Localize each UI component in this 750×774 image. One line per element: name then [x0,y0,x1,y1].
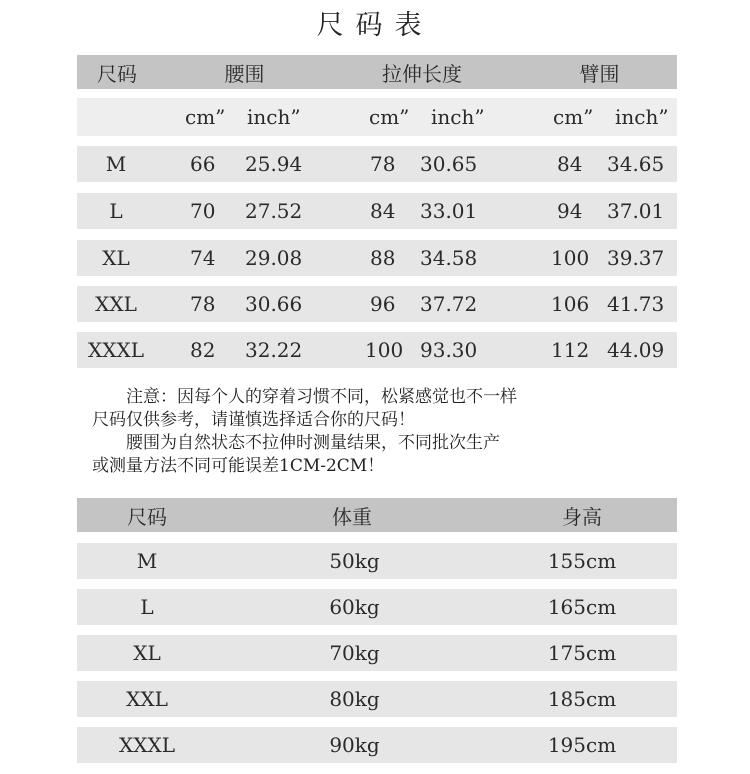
note-line: 腰围为自然状态不拉伸时测量结果，不同批次生产 [92,433,500,453]
table-row [77,193,677,229]
table-row [77,332,677,368]
arm-cm-cell: 106 [551,292,590,316]
unit-label: cm” [553,105,594,129]
header-weight: 体重 [332,504,372,529]
weight-cell: 70kg [329,641,380,665]
table-row [77,146,677,182]
weight-cell: 80kg [329,687,380,711]
header-height: 身高 [562,504,602,529]
arm-cm-cell: 84 [557,152,583,176]
waist-inch-cell: 27.52 [245,199,303,223]
header-waist: 腰围 [224,61,265,86]
height-cell: 195cm [547,733,617,757]
stretch-inch-cell: 30.65 [420,152,478,176]
waist-inch-cell: 32.22 [245,338,303,362]
sizing-note [92,386,692,478]
stretch-inch-cell: 37.72 [420,292,478,316]
table-row [77,589,677,625]
waist-cm-cell: 78 [190,292,216,316]
size-cell: XXXL [119,733,175,757]
table-row [77,543,677,579]
arm-cm-cell: 112 [551,338,590,362]
size-cell: XXL [95,292,137,316]
size-cell: M [105,152,127,176]
height-cell: 185cm [547,687,617,711]
arm-inch-cell: 39.37 [607,246,665,270]
arm-inch-cell: 34.65 [607,152,665,176]
waist-cm-cell: 82 [190,338,216,362]
stretch-cm-cell: 100 [365,338,404,362]
arm-cm-cell: 100 [551,246,590,270]
page-title: 尺码表 [316,10,434,41]
arm-inch-cell: 41.73 [607,292,665,316]
stretch-cm-cell: 78 [370,152,396,176]
header-stretch-length: 拉伸长度 [382,61,462,86]
height-cell: 165cm [547,595,617,619]
note-line: 尺码仅供参考，请谨慎选择适合你的尺码！ [92,410,415,430]
table-row [77,727,677,763]
size-cell: L [109,199,123,223]
height-cell: 155cm [547,549,617,573]
weight-cell: 50kg [329,549,380,573]
header-size: 尺码 [97,61,137,86]
weight-cell: 90kg [329,733,380,757]
waist-cm-cell: 66 [190,152,216,176]
size-cell: XXXL [88,338,144,362]
unit-label: cm” [369,105,410,129]
waist-cm-cell: 74 [190,246,216,270]
stretch-cm-cell: 96 [370,292,396,316]
unit-label: inch” [431,105,485,129]
note-line: 或测量方法不同可能误差1CM-2CM！ [92,456,385,476]
unit-label: inch” [615,105,669,129]
height-cell: 175cm [547,641,617,665]
waist-inch-cell: 30.66 [245,292,303,316]
table1-units-row [77,98,677,136]
unit-label: cm” [185,105,226,129]
header-arm: 臂围 [579,61,620,86]
weight-cell: 60kg [329,595,380,619]
table1-header-row [77,55,677,89]
size-cell: XXL [126,687,168,711]
stretch-inch-cell: 33.01 [420,199,478,223]
waist-inch-cell: 25.94 [245,152,303,176]
header-size: 尺码 [127,504,167,529]
arm-cm-cell: 94 [557,199,583,223]
table-row [77,286,677,322]
size-cell: XL [102,246,130,270]
stretch-cm-cell: 88 [370,246,396,270]
table2-header-row [77,498,677,532]
arm-inch-cell: 37.01 [607,199,665,223]
arm-inch-cell: 44.09 [607,338,665,362]
waist-cm-cell: 70 [190,199,216,223]
stretch-inch-cell: 34.58 [420,246,478,270]
table-row [77,240,677,276]
table-row [77,681,677,717]
stretch-inch-cell: 93.30 [420,338,478,362]
note-line: 注意：因每个人的穿着习惯不同，松紧感觉也不一样 [92,387,517,407]
size-cell: XL [133,641,161,665]
stretch-cm-cell: 84 [370,199,396,223]
size-cell: L [140,595,154,619]
size-cell: M [136,549,158,573]
unit-label: inch” [247,105,301,129]
waist-inch-cell: 29.08 [245,246,303,270]
table-row [77,635,677,671]
